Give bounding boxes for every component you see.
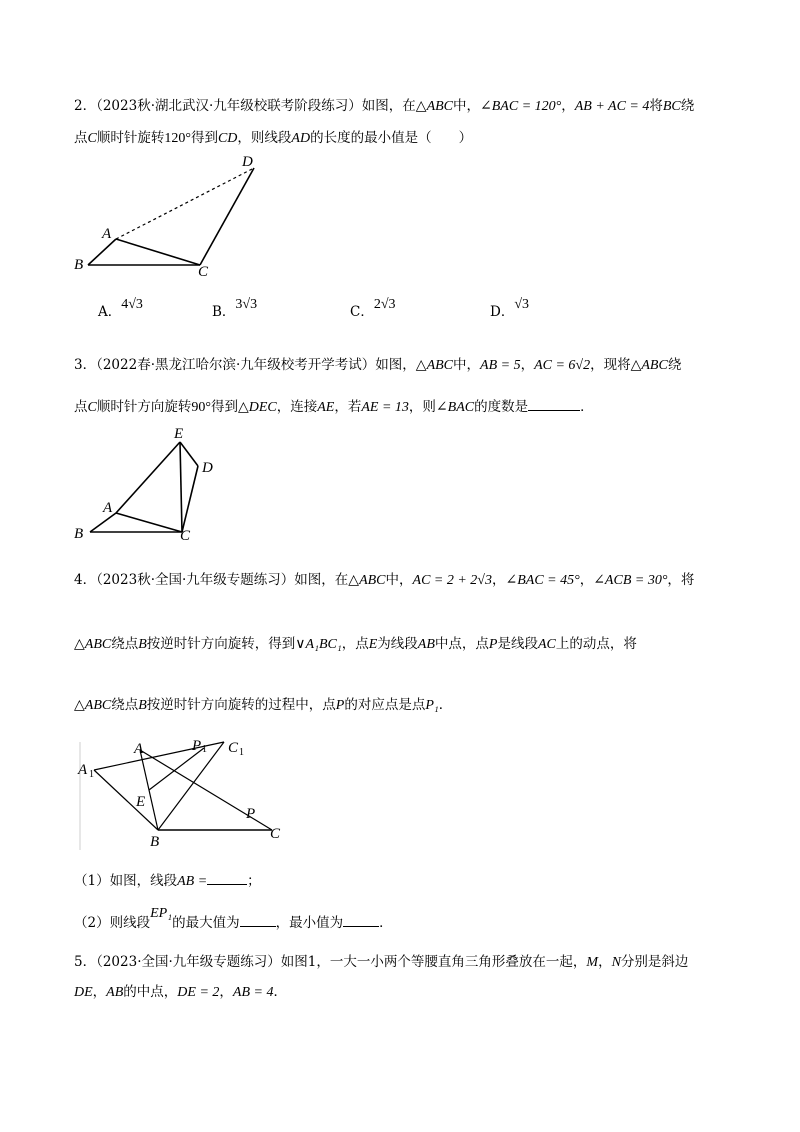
option-letter: C． — [350, 304, 374, 320]
text: ； — [247, 873, 261, 889]
segment-ba — [88, 239, 116, 265]
math: DE = 2 — [177, 985, 220, 1000]
text: ，点 — [341, 636, 369, 652]
answer-blank[interactable] — [207, 870, 247, 885]
option-value: 3√3 — [235, 297, 258, 312]
math: ∠BAC — [435, 400, 475, 415]
math: AE — [317, 400, 335, 415]
text: ． — [580, 399, 594, 415]
label-d: D — [242, 154, 253, 170]
math: AB + AC = 4 — [574, 99, 650, 114]
math: AB = 5 — [480, 358, 521, 373]
q3-line-1 — [74, 355, 681, 376]
q2-option-a[interactable] — [98, 297, 143, 321]
math: ∠BAC = 45° — [505, 573, 580, 588]
q4-line-1 — [74, 570, 694, 591]
text: 将 — [649, 98, 663, 114]
option-value: 4√3 — [121, 297, 143, 312]
text: 的度数是 — [474, 399, 529, 415]
math: CD — [217, 131, 238, 146]
segment-ad-dashed — [116, 168, 254, 239]
text: ， — [92, 984, 107, 1000]
q4-line-3 — [74, 695, 452, 716]
text: 绕 — [667, 357, 682, 373]
text: ，现将 — [590, 357, 631, 373]
math: B — [138, 698, 147, 713]
text: ， — [491, 572, 506, 588]
q2-line-1 — [74, 96, 694, 117]
math: 120° — [164, 131, 191, 146]
q4-sub1 — [74, 870, 261, 892]
q2-option-d[interactable] — [490, 297, 530, 321]
text: ， — [219, 984, 233, 1000]
math: AE = 13 — [361, 400, 409, 415]
label-e: E — [136, 794, 146, 810]
q3-figure — [70, 420, 230, 545]
text: 按逆时针方向旋转，得到 — [146, 636, 296, 652]
label-p1: P — [192, 738, 202, 754]
math: AB — [417, 637, 435, 652]
q2-figure — [70, 152, 270, 282]
segment-ac — [116, 239, 200, 265]
q4-source: （2023秋·全国·九年级专题练习） — [96, 572, 295, 588]
text: ． — [273, 984, 287, 1000]
text: ，最小值为 — [275, 915, 344, 931]
text: 中， — [385, 572, 413, 588]
text: 的中点， — [123, 984, 178, 1000]
label-c1: C — [228, 740, 239, 756]
math: ∠ACB = 30° — [593, 573, 668, 588]
math: ∨A₁BC₁ — [295, 637, 342, 652]
text: 的最大值为 — [172, 915, 240, 931]
text: 中， — [453, 98, 481, 114]
text: 如图， — [375, 357, 416, 373]
text: 顺时针方向旋转 — [96, 399, 192, 415]
text: 绕 — [680, 98, 695, 114]
q4-figure — [74, 738, 294, 853]
math: M — [586, 955, 599, 970]
label-a1: A — [78, 762, 88, 778]
math: AB — [106, 985, 124, 1000]
text: 的长度的最小值是（ ） — [310, 130, 473, 146]
q4-sub2 — [74, 906, 393, 934]
text: 顺时针旋转 — [96, 130, 165, 146]
math: C — [87, 131, 97, 146]
text: ． — [379, 915, 393, 931]
segment-dc — [182, 466, 198, 532]
text: 点 — [74, 130, 88, 146]
q5-number: 5． — [74, 954, 97, 970]
text: ， — [598, 954, 612, 970]
text: ，连接 — [276, 399, 318, 415]
math: △ABC — [74, 698, 112, 713]
label-p1-subscript: 1 — [202, 744, 207, 755]
option-letter: D． — [490, 304, 515, 320]
text: 上的动点，将 — [555, 636, 637, 652]
text: 如图，在 — [361, 98, 416, 114]
label-c: C — [198, 264, 209, 280]
text: 中， — [453, 357, 481, 373]
math: AC — [537, 637, 556, 652]
text: 绕点 — [111, 697, 139, 713]
math: AD — [291, 131, 311, 146]
math: 90° — [191, 400, 211, 415]
q2-source: （2023秋·湖北武汉·九年级校联考阶段练习） — [96, 98, 362, 114]
option-value: 2√3 — [373, 297, 396, 312]
math: C — [87, 400, 97, 415]
label-c: C — [180, 528, 191, 544]
text: 按逆时针方向旋转的过程中，点 — [146, 697, 336, 713]
text: 绕点 — [111, 636, 139, 652]
text: ，将 — [667, 572, 695, 588]
math: △ABC — [348, 573, 386, 588]
text: 的对应点是点 — [344, 697, 426, 713]
text: ， — [561, 98, 575, 114]
segment-bc1 — [158, 742, 224, 830]
math: △ABC — [630, 358, 668, 373]
q5-source: （2023·全国·九年级专题练习） — [96, 954, 281, 970]
math: P — [335, 698, 345, 713]
q3-number: 3． — [74, 357, 97, 373]
label-b: B — [74, 257, 84, 273]
label-b: B — [74, 526, 84, 542]
segment-ec — [180, 442, 182, 532]
option-value: √3 — [514, 297, 530, 312]
q4-number: 4． — [74, 572, 97, 588]
math: △DEC — [237, 400, 277, 415]
q2-option-b[interactable] — [212, 297, 258, 321]
label-p: P — [246, 806, 256, 822]
text: ， — [520, 357, 535, 373]
q3-source: （2022春·黑龙江哈尔滨·九年级校考开学考试） — [96, 357, 376, 373]
option-letter: B． — [212, 304, 236, 320]
text: 分别是斜边 — [620, 954, 689, 970]
q2-line-2 — [74, 128, 472, 149]
text: 中点，点 — [434, 636, 489, 652]
label-a: A — [102, 226, 112, 242]
math: EP₁ — [150, 906, 173, 921]
answer-blank[interactable] — [528, 396, 580, 411]
label-b: B — [150, 834, 160, 850]
text: 如图1，一大一小两个等腰直角三角形叠放在一起， — [280, 954, 587, 970]
label-e: E — [174, 426, 184, 442]
q2-number: 2． — [74, 98, 97, 114]
math: ∠BAC = 120° — [480, 99, 562, 114]
q4-line-2 — [74, 634, 637, 655]
math: DE — [74, 985, 93, 1000]
q5-line-1 — [74, 952, 688, 973]
q2-option-c[interactable] — [350, 297, 396, 321]
text: ，若 — [334, 399, 362, 415]
label-c: C — [270, 826, 281, 842]
text: 为线段 — [377, 636, 418, 652]
label-d: D — [202, 460, 213, 476]
math: AC = 2 + 2√3 — [412, 573, 492, 588]
math: △ABC — [74, 637, 112, 652]
q3-line-2 — [74, 396, 594, 418]
segment-ed — [180, 442, 198, 466]
math: AB = — [177, 874, 208, 889]
math: AC = 6√2 — [534, 358, 591, 373]
option-letter: A． — [98, 304, 122, 320]
math: △ABC — [415, 358, 454, 373]
math: P — [488, 637, 498, 652]
segment-ae — [116, 442, 180, 513]
text: ． — [438, 697, 453, 713]
q5-line-2 — [74, 982, 287, 1003]
math: N — [611, 955, 621, 970]
label-a: A — [103, 500, 113, 516]
label-c1-subscript: 1 — [239, 747, 244, 758]
label-a: A — [134, 741, 144, 757]
math: BC — [662, 99, 681, 114]
segment-cd — [200, 168, 254, 265]
segment-a1b — [94, 770, 158, 830]
text: （1）如图，线段 — [74, 873, 178, 889]
answer-blank-min[interactable] — [343, 912, 379, 927]
math: B — [138, 637, 147, 652]
answer-blank-max[interactable] — [240, 912, 276, 927]
math: P₁ — [425, 698, 439, 713]
math: E — [368, 637, 378, 652]
text: 得到 — [210, 399, 238, 415]
text: 如图，在 — [294, 572, 349, 588]
math: AB = 4 — [232, 985, 274, 1000]
text: 得到 — [190, 130, 218, 146]
label-a1-subscript: 1 — [89, 769, 94, 780]
text: 是线段 — [497, 636, 538, 652]
segment-ac — [116, 513, 182, 532]
text: ，则线段 — [237, 130, 292, 146]
text: 点 — [74, 399, 88, 415]
text: ， — [579, 572, 594, 588]
text: （2）则线段 — [74, 915, 151, 931]
text: ，则 — [408, 399, 436, 415]
math: △ABC — [415, 99, 454, 114]
